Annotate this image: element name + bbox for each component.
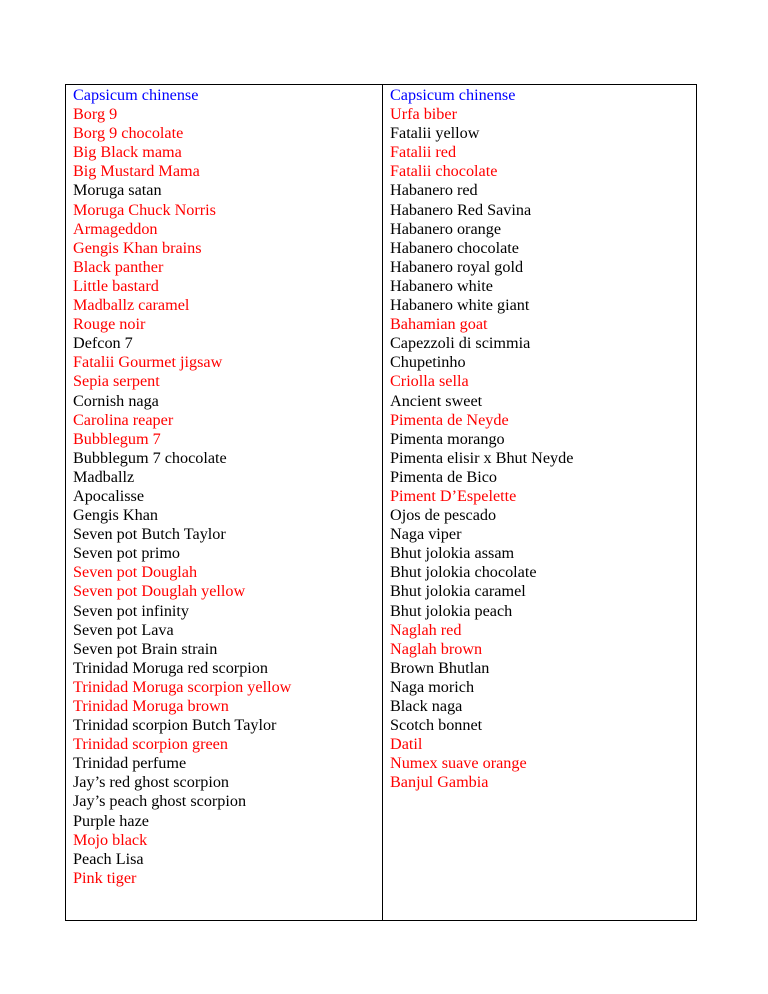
- variety-item: Jay’s peach ghost scorpion: [73, 792, 247, 811]
- variety-item: Habanero white: [390, 276, 493, 295]
- variety-item: Seven pot Douglah yellow: [73, 582, 246, 601]
- variety-item: Urfa biber: [390, 105, 457, 124]
- variety-item: Pimenta de Bico: [390, 467, 497, 486]
- variety-item: Naglah red: [390, 620, 462, 639]
- variety-item: Trinidad Moruga scorpion yellow: [73, 677, 292, 696]
- column-header: Capsicum chinense: [390, 86, 516, 104]
- variety-item: Seven pot infinity: [73, 601, 189, 620]
- variety-item: Datil: [390, 735, 423, 754]
- variety-item: Trinidad perfume: [73, 754, 187, 773]
- variety-item: Ojos de pescado: [390, 506, 497, 525]
- variety-item: Pimenta de Neyde: [390, 410, 509, 429]
- variety-item: Habanero orange: [390, 219, 502, 238]
- variety-item: Seven pot Lava: [73, 620, 174, 639]
- variety-item: Seven pot Butch Taylor: [73, 525, 226, 544]
- variety-item: Seven pot primo: [73, 544, 181, 563]
- variety-item: Naglah brown: [390, 639, 483, 658]
- variety-item: Madballz: [73, 467, 135, 486]
- variety-item: Rouge noir: [73, 315, 146, 334]
- variety-item: Madballz caramel: [73, 296, 190, 315]
- variety-item: Bubblegum 7 chocolate: [73, 448, 227, 467]
- variety-item: Borg 9: [73, 105, 118, 124]
- variety-item: Big Black mama: [73, 143, 182, 162]
- variety-item: Bahamian goat: [390, 315, 488, 334]
- variety-item: Seven pot Brain strain: [73, 639, 218, 658]
- variety-item: Jay’s red ghost scorpion: [73, 773, 230, 792]
- variety-item: Borg 9 chocolate: [73, 124, 184, 143]
- variety-item: Brown Bhutlan: [390, 658, 490, 677]
- variety-item: Fatalii red: [390, 143, 457, 162]
- variety-list: [73, 105, 382, 888]
- column-header: Capsicum chinense: [73, 86, 199, 104]
- variety-item: Bhut jolokia peach: [390, 601, 513, 620]
- variety-item: Bhut jolokia assam: [390, 544, 515, 563]
- variety-item: Trinidad scorpion Butch Taylor: [73, 716, 277, 735]
- variety-item: Fatalii chocolate: [390, 162, 498, 181]
- variety-item: Fatalii Gourmet jigsaw: [73, 353, 223, 372]
- variety-item: Pimenta elisir x Bhut Neyde: [390, 448, 574, 467]
- variety-item: Ancient sweet: [390, 391, 483, 410]
- variety-item: Mojo black: [73, 830, 148, 849]
- variety-item: Armageddon: [73, 219, 158, 238]
- table-column-right: [383, 85, 696, 920]
- variety-item: Cornish naga: [73, 391, 159, 410]
- variety-item: Carolina reaper: [73, 410, 174, 429]
- variety-item: Trinidad scorpion green: [73, 735, 228, 754]
- variety-item: Moruga satan: [73, 181, 162, 200]
- variety-item: Apocalisse: [73, 486, 145, 505]
- variety-item: Bhut jolokia caramel: [390, 582, 526, 601]
- variety-item: Gengis Khan: [73, 506, 158, 525]
- variety-item: Criolla sella: [390, 372, 469, 391]
- variety-list: [390, 105, 696, 792]
- table-column-left: [66, 85, 383, 920]
- variety-item: Gengis Khan brains: [73, 238, 202, 257]
- variety-item: Bubblegum 7: [73, 429, 161, 448]
- variety-item: Naga viper: [390, 525, 462, 544]
- variety-item: Purple haze: [73, 811, 149, 830]
- variety-item: Habanero chocolate: [390, 238, 519, 257]
- variety-item: Sepia serpent: [73, 372, 160, 391]
- variety-item: Chupetinho: [390, 353, 466, 372]
- pepper-variety-table: [65, 84, 697, 921]
- variety-item: Scotch bonnet: [390, 716, 483, 735]
- variety-item: Black panther: [73, 257, 164, 276]
- variety-item: Fatalii yellow: [390, 124, 480, 143]
- variety-item: Defcon 7: [73, 334, 133, 353]
- variety-item: Habanero Red Savina: [390, 200, 532, 219]
- variety-item: Big Mustard Mama: [73, 162, 200, 181]
- variety-item: Habanero royal gold: [390, 257, 524, 276]
- variety-item: Banjul Gambia: [390, 773, 489, 792]
- variety-item: Pink tiger: [73, 868, 137, 887]
- variety-item: Little bastard: [73, 276, 159, 295]
- variety-item: Naga morich: [390, 677, 475, 696]
- variety-item: Capezzoli di scimmia: [390, 334, 531, 353]
- variety-item: Bhut jolokia chocolate: [390, 563, 537, 582]
- variety-item: Pimenta morango: [390, 429, 505, 448]
- variety-item: Numex suave orange: [390, 754, 527, 773]
- variety-item: Piment D’Espelette: [390, 486, 517, 505]
- variety-item: Peach Lisa: [73, 849, 144, 868]
- variety-item: Trinidad Moruga brown: [73, 697, 229, 715]
- variety-item: Seven pot Douglah: [73, 563, 198, 582]
- variety-item: Habanero white giant: [390, 296, 530, 315]
- variety-item: Black naga: [390, 697, 463, 715]
- variety-item: Habanero red: [390, 181, 478, 200]
- variety-item: Trinidad Moruga red scorpion: [73, 658, 268, 677]
- variety-item: Moruga Chuck Norris: [73, 200, 216, 219]
